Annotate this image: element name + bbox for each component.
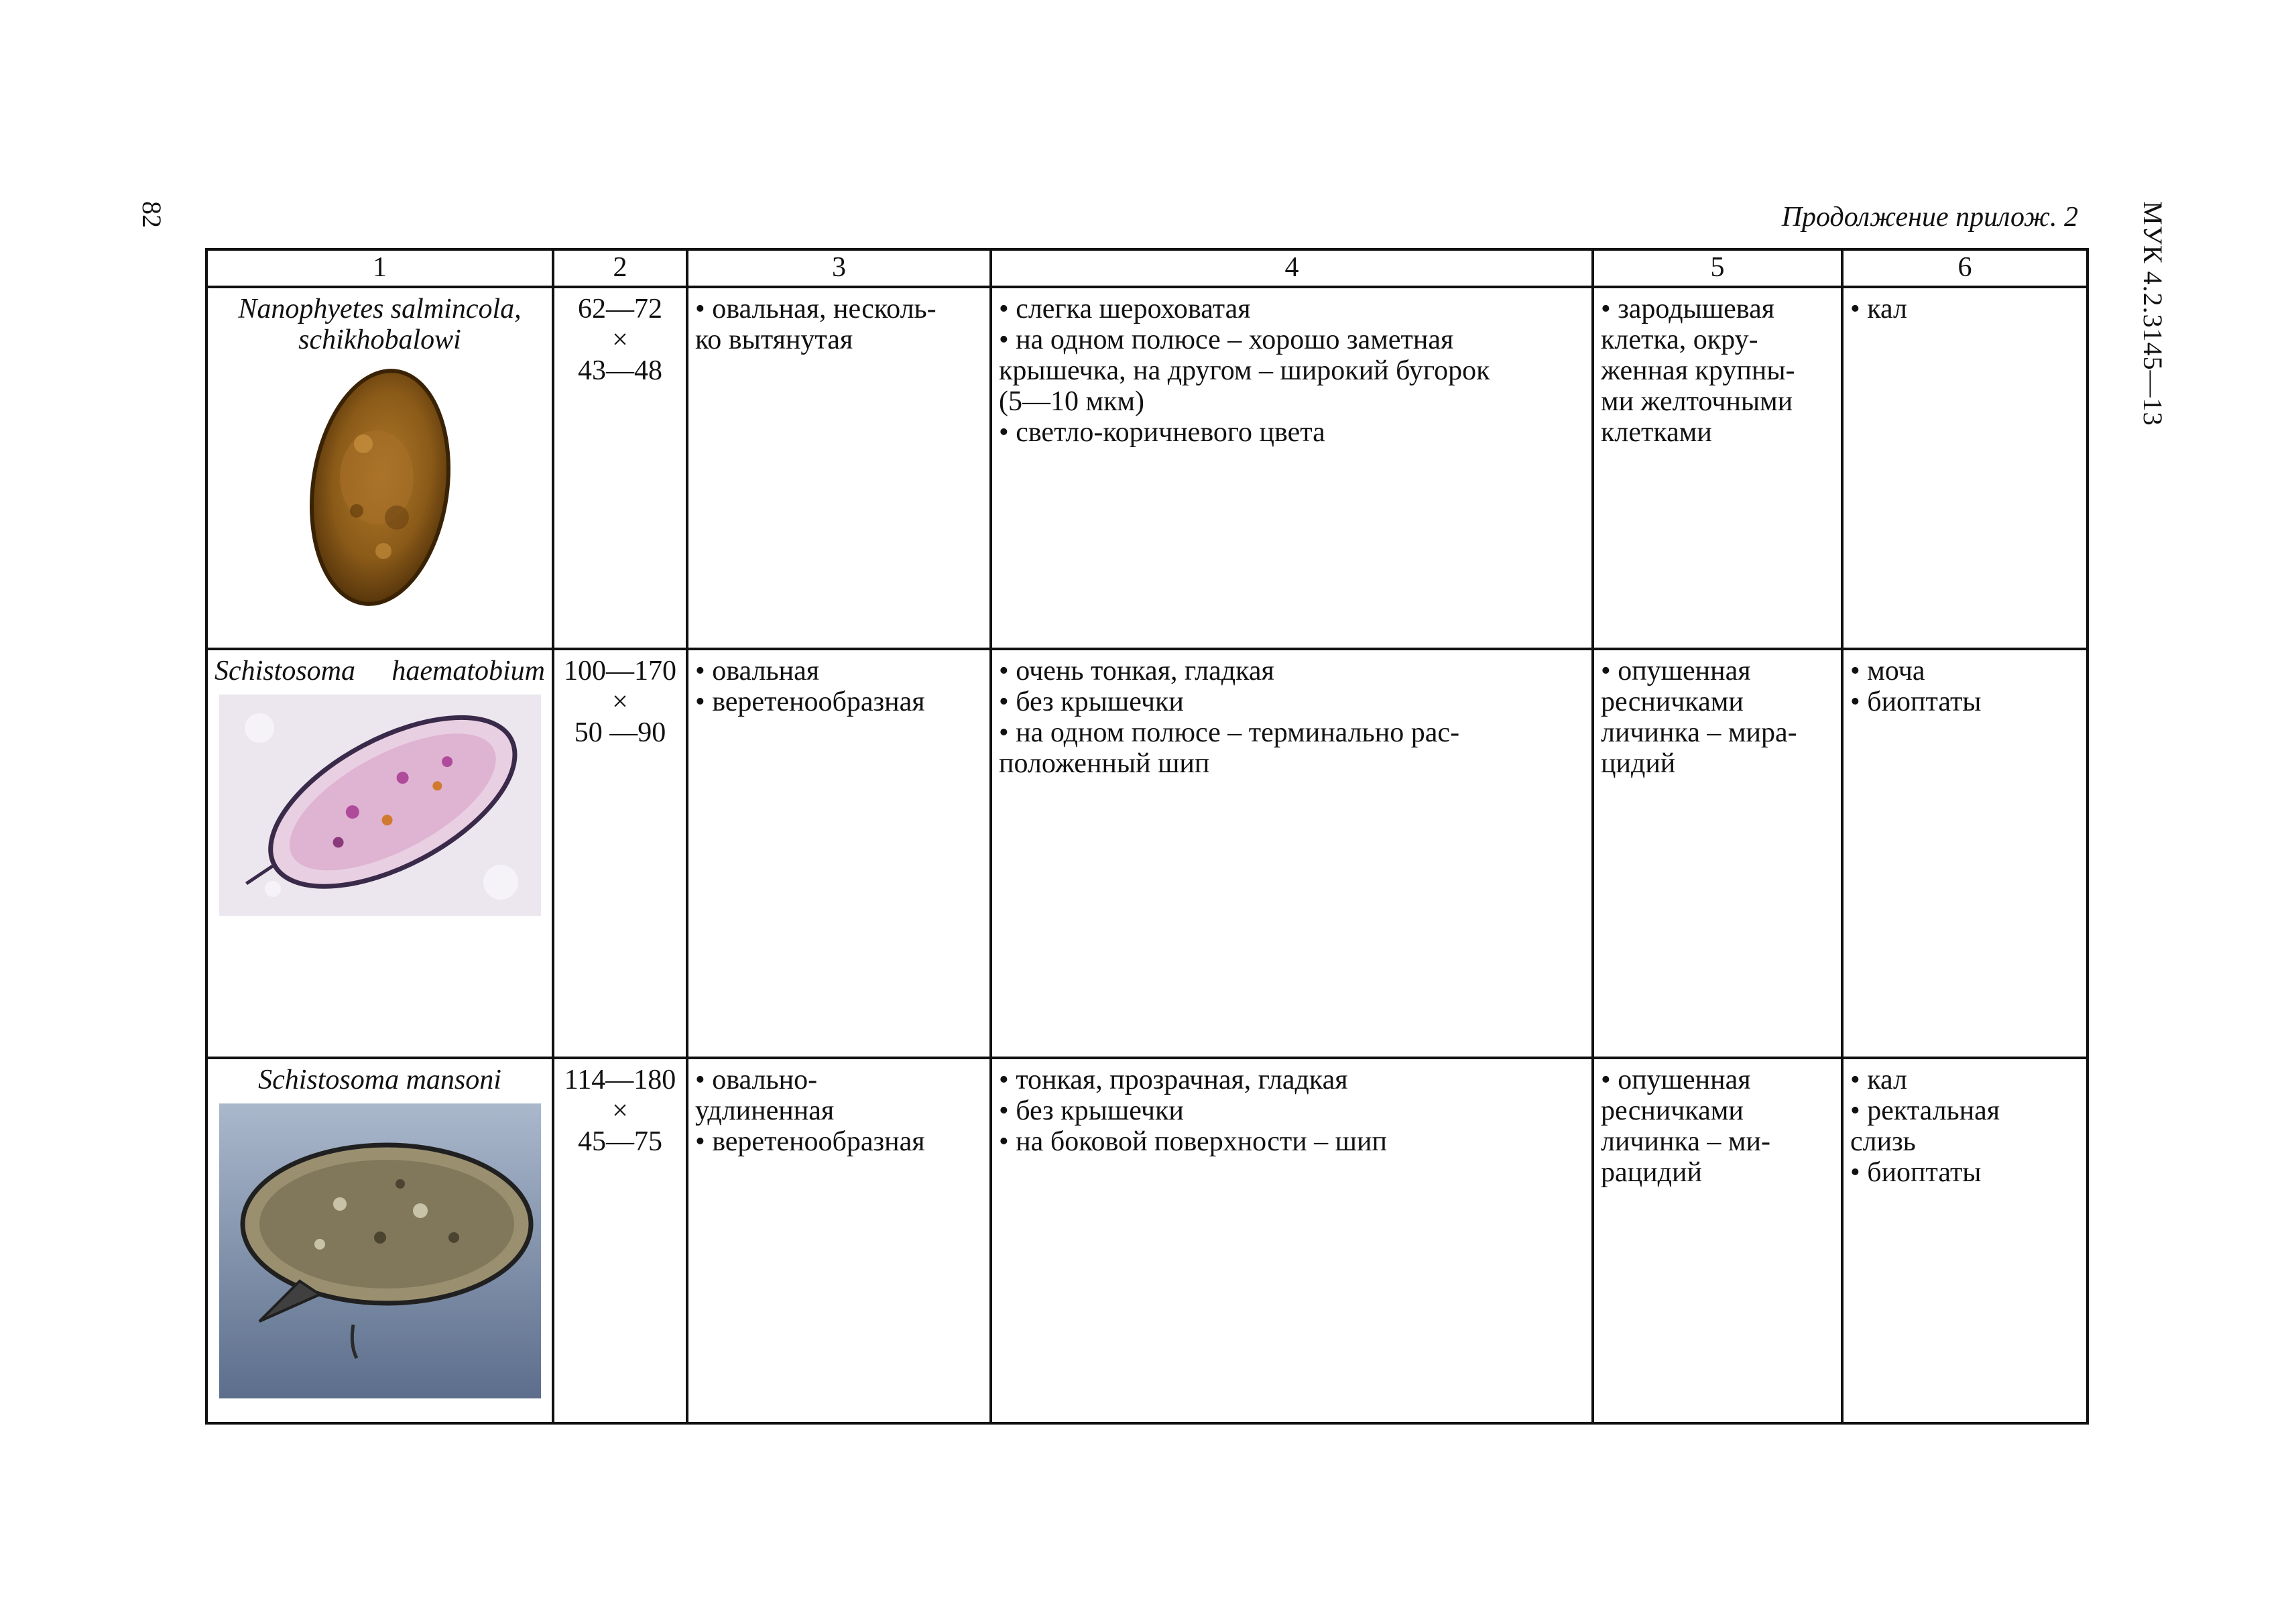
- continuation-label: Продолжение прилож. 2: [1781, 202, 2078, 233]
- table-row: [206, 649, 2088, 1058]
- size-cell: 114—180 × 45—75: [553, 1058, 687, 1423]
- spindle-egg-terminal-spine-micrograph-icon: [219, 695, 541, 916]
- material-cell: • кал: [1842, 287, 2088, 649]
- species-name: Nanophyetes salmincola, schikhobalowi: [238, 294, 522, 355]
- document-code: МУК 4.2.3145—13: [2138, 201, 2168, 426]
- material-cell: • кал • ректальная слизь • биоптаты: [1842, 1058, 2088, 1423]
- shape-cell: • овально- удлиненная • веретенообразная: [687, 1058, 991, 1423]
- material-cell: • моча • биоптаты: [1842, 649, 2088, 1058]
- shape-cell: • овальная, несколь- ко вытянутая: [687, 287, 991, 649]
- species-cell: [206, 287, 553, 649]
- table-row: [206, 1058, 2088, 1423]
- column-header: 6: [1842, 249, 2088, 287]
- size-cell: 100—170 × 50 —90: [553, 649, 687, 1058]
- shell-cell: • тонкая, прозрачная, гладкая • без крышечки • на боковой поверхности – шип: [991, 1058, 1593, 1423]
- species-name: Schistosoma mansoni: [258, 1065, 501, 1095]
- species-cell: [206, 1058, 553, 1423]
- species-cell: [206, 649, 553, 1058]
- content-cell: • зародышевая клетка, окру- женная крупны- ми желточными клетками: [1593, 287, 1842, 649]
- column-header: 1: [206, 249, 553, 287]
- page-number: 82: [137, 201, 167, 228]
- column-header: 4: [991, 249, 1593, 287]
- content-cell: • опушенная ресничками личинка – мира- цидий: [1593, 649, 1842, 1058]
- size-cell: 62—72 × 43—48: [553, 287, 687, 649]
- parasite-egg-table: [205, 248, 2089, 1425]
- header-row: [206, 249, 2088, 287]
- brown-oval-egg-micrograph-icon: [303, 363, 457, 611]
- content-cell: • опушенная ресничками личинка – ми- рацидий: [1593, 1058, 1842, 1423]
- species-name: Schistosoma haematobium: [215, 656, 545, 686]
- column-header: 2: [553, 249, 687, 287]
- shell-cell: • очень тонкая, гладкая • без крышечки • на одном полюсе – терминально рас- положенный шип: [991, 649, 1593, 1058]
- table-row: [206, 287, 2088, 649]
- column-header: 3: [687, 249, 991, 287]
- shell-cell: • слегка шероховатая • на одном полюсе – хорошо заметная крышечка, на другом – широкий бугорок (5—10 мкм) • светло-коричневого цвета: [991, 287, 1593, 649]
- shape-cell: • овальная • веретенообразная: [687, 649, 991, 1058]
- oval-egg-lateral-spine-micrograph-icon: [219, 1103, 541, 1398]
- column-header: 5: [1593, 249, 1842, 287]
